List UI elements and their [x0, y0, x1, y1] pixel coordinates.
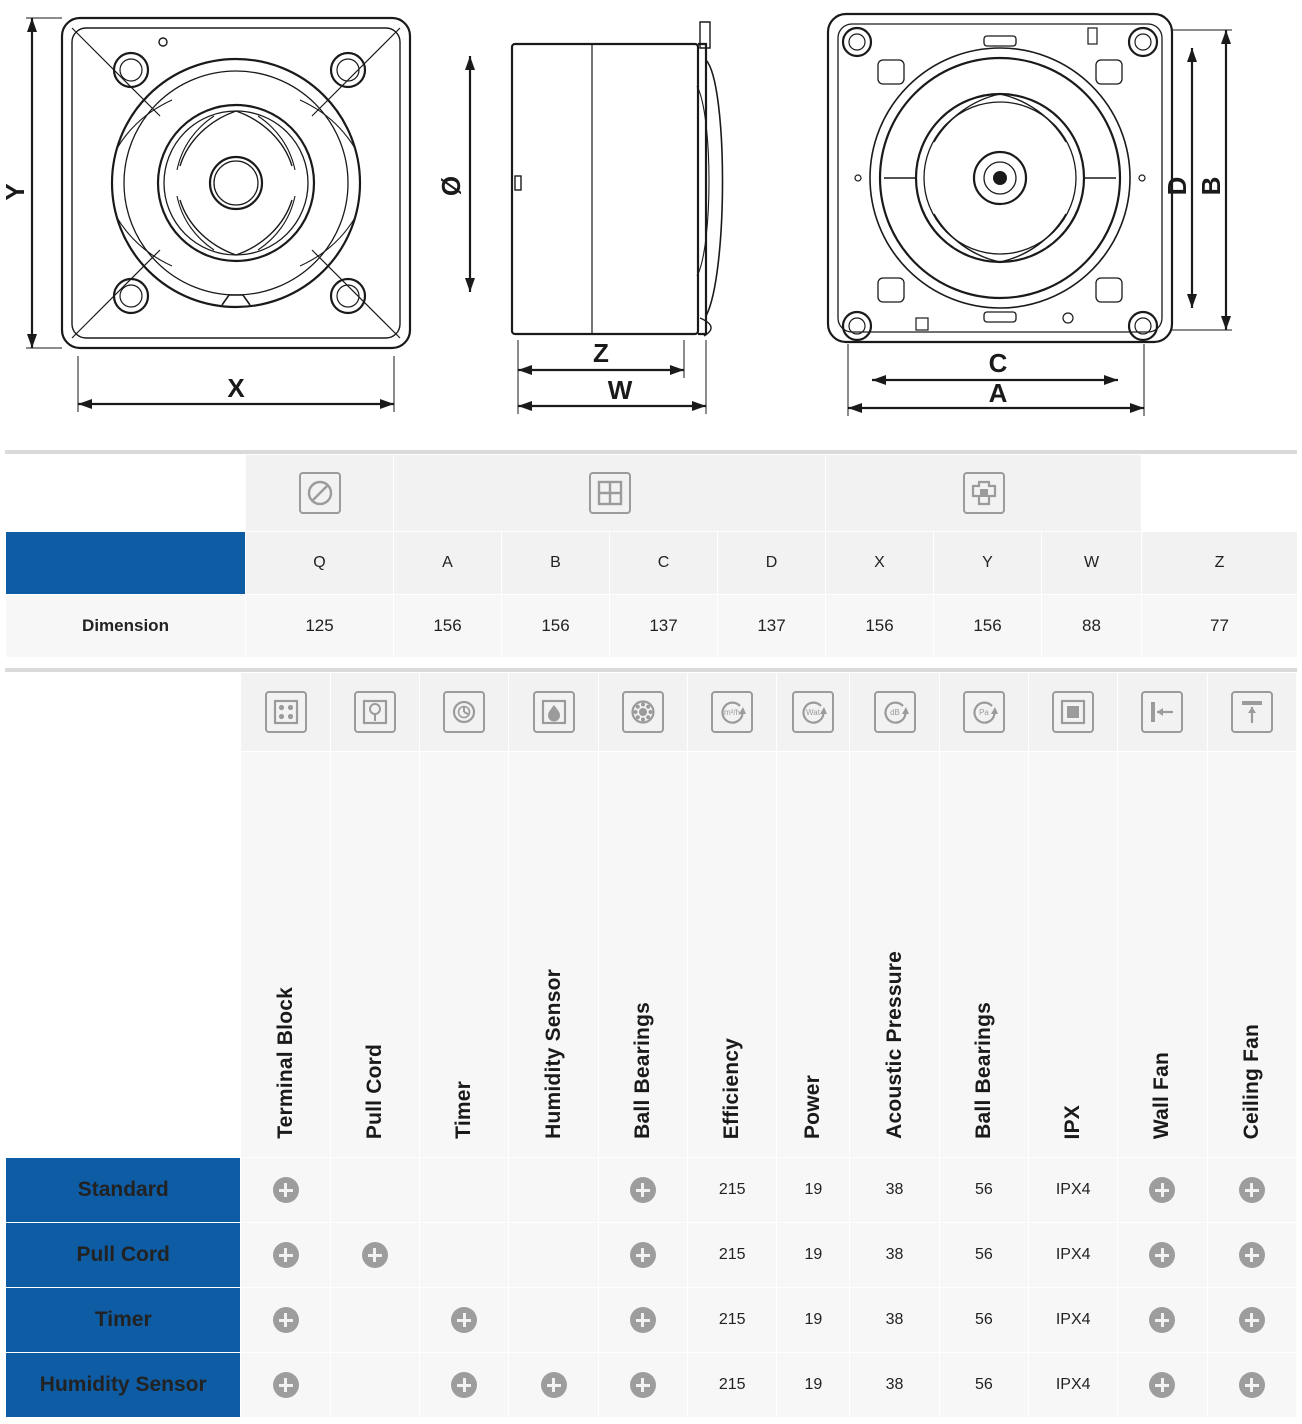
plus-icon [273, 1307, 299, 1333]
terminal-block-icon [265, 691, 307, 733]
plus-icon [630, 1307, 656, 1333]
cell-pullcord-ball-bearings-2: 56 [939, 1223, 1028, 1288]
dim-header-x: X [826, 532, 934, 595]
col-header-ceiling-fan [1207, 752, 1296, 1158]
label-d: D [1162, 176, 1192, 196]
cell-humidity-acoustic-pressure: 38 [850, 1353, 939, 1418]
plus-icon [1149, 1177, 1175, 1203]
plus-icon [630, 1372, 656, 1398]
svg-text:m³/h: m³/h [724, 708, 741, 717]
dim-header-b: B [502, 532, 610, 595]
cell-humidity-ceiling-fan [1207, 1353, 1296, 1418]
plus-icon [1239, 1242, 1265, 1268]
features-empty-corner [6, 673, 241, 752]
dim-header-q: Q [246, 532, 394, 595]
empty-right-cell [1142, 455, 1298, 532]
dim-value-c: 137 [610, 595, 718, 658]
cell-standard-ball-bearings [598, 1158, 687, 1223]
cell-timer-ball-bearings-2: 56 [939, 1288, 1028, 1353]
cell-timer-ipx: IPX4 [1029, 1288, 1118, 1353]
dimension-header-label [6, 532, 246, 595]
mounting-plate-icon-cell [826, 455, 1142, 532]
empty-corner-cell [6, 455, 246, 532]
ipx-icon [1052, 691, 1094, 733]
col-label-power: Power [801, 1074, 825, 1139]
features-header-empty [6, 752, 241, 1158]
cell-timer-ceiling-fan [1207, 1288, 1296, 1353]
cell-standard-terminal-block [241, 1158, 330, 1223]
ceiling-fan-icon [1231, 691, 1273, 733]
cell-pullcord-pull-cord [330, 1223, 419, 1288]
plus-icon [1239, 1177, 1265, 1203]
col-label-wall-fan: Wall Fan [1150, 1051, 1174, 1139]
wall-fan-icon-cell [1118, 673, 1207, 752]
ball-bearings-icon-cell [598, 673, 687, 752]
diameter-icon [299, 472, 341, 514]
col-label-ball-bearings-1: Ball Bearings [630, 1002, 654, 1139]
col-label-ball-bearings-2: Ball Bearings [971, 1002, 995, 1139]
dimension-table [5, 454, 1298, 658]
square-frame-icon-cell [394, 455, 826, 532]
col-header-timer [420, 752, 509, 1158]
cell-standard-ipx: IPX4 [1029, 1158, 1118, 1223]
cell-pullcord-timer [420, 1223, 509, 1288]
pull-cord-icon-cell [330, 673, 419, 752]
svg-text:dB: dB [889, 708, 900, 717]
airflow-icon-cell [688, 673, 777, 752]
col-label-humidity-sensor: Humidity Sensor [541, 969, 565, 1139]
col-header-acoustic-pressure [850, 752, 939, 1158]
cell-standard-ceiling-fan [1207, 1158, 1296, 1223]
plus-icon [273, 1372, 299, 1398]
plus-icon [541, 1372, 567, 1398]
cell-standard-ball-bearings-2: 56 [939, 1158, 1028, 1223]
dimension-drawing-svg [0, 0, 1302, 450]
plus-icon [362, 1242, 388, 1268]
humidity-sensor-icon-cell [509, 673, 598, 752]
col-header-humidity-sensor [509, 752, 598, 1158]
dim-header-c: C [610, 532, 718, 595]
cell-timer-terminal-block [241, 1288, 330, 1353]
label-diameter: Ø [436, 175, 466, 197]
cell-humidity-wall-fan [1118, 1353, 1207, 1418]
ipx-icon-cell [1029, 673, 1118, 752]
cell-humidity-humidity-sensor [509, 1353, 598, 1418]
cell-standard-power: 19 [777, 1158, 850, 1223]
col-label-acoustic-pressure: Acoustic Pressure [882, 951, 906, 1139]
cell-humidity-ipx: IPX4 [1029, 1353, 1118, 1418]
dimension-header-row [6, 532, 1298, 595]
features-column-header-row [6, 752, 1297, 1158]
cell-pullcord-humidity-sensor [509, 1223, 598, 1288]
plus-icon [273, 1242, 299, 1268]
dim-value-b: 156 [502, 595, 610, 658]
mounting-plate-icon [963, 472, 1005, 514]
cell-timer-acoustic-pressure: 38 [850, 1288, 939, 1353]
cell-pullcord-wall-fan [1118, 1223, 1207, 1288]
plus-icon [451, 1307, 477, 1333]
dim-header-y: Y [934, 532, 1042, 595]
label-z: Z [593, 338, 609, 368]
cell-standard-humidity-sensor [509, 1158, 598, 1223]
cell-timer-ball-bearings [598, 1288, 687, 1353]
label-b: B [1196, 176, 1226, 196]
row-label-timer: Timer [6, 1288, 241, 1353]
plus-icon [1149, 1372, 1175, 1398]
row-label-standard: Standard [6, 1158, 241, 1223]
plus-icon [1239, 1372, 1265, 1398]
dim-header-a: A [394, 532, 502, 595]
dimension-row-label: Dimension [6, 595, 246, 658]
acoustic-db-icon [874, 691, 916, 733]
dim-value-w: 88 [1042, 595, 1142, 658]
timer-icon [443, 691, 485, 733]
cell-pullcord-ball-bearings [598, 1223, 687, 1288]
plus-icon [630, 1242, 656, 1268]
label-c: C [988, 348, 1008, 378]
dimension-icon-row [6, 455, 1298, 532]
acoustic-icon-cell [850, 673, 939, 752]
cell-timer-pull-cord [330, 1288, 419, 1353]
dim-value-x: 156 [826, 595, 934, 658]
table-gap [0, 658, 1302, 668]
cell-humidity-efficiency: 215 [688, 1353, 777, 1418]
cell-standard-acoustic-pressure: 38 [850, 1158, 939, 1223]
airflow-m3h-icon [711, 691, 753, 733]
pressure-icon-cell [939, 673, 1028, 752]
features-table [5, 672, 1297, 1418]
svg-text:Pa: Pa [978, 708, 989, 717]
square-frame-icon [589, 472, 631, 514]
wall-fan-icon [1141, 691, 1183, 733]
cell-pullcord-power: 19 [777, 1223, 850, 1288]
humidity-sensor-icon [533, 691, 575, 733]
technical-drawings [0, 0, 1302, 450]
table-row [6, 1353, 1297, 1418]
dim-value-d: 137 [718, 595, 826, 658]
col-header-power [777, 752, 850, 1158]
cell-humidity-ball-bearings [598, 1353, 687, 1418]
plus-icon [273, 1177, 299, 1203]
col-label-ipx: IPX [1061, 1104, 1085, 1139]
cell-pullcord-acoustic-pressure: 38 [850, 1223, 939, 1288]
label-y: Y [0, 183, 30, 201]
pressure-pa-icon [963, 691, 1005, 733]
features-icon-row [6, 673, 1297, 752]
power-icon-cell [777, 673, 850, 752]
cell-timer-efficiency: 215 [688, 1288, 777, 1353]
table-row [6, 1288, 1297, 1353]
cell-humidity-terminal-block [241, 1353, 330, 1418]
dim-value-q: 125 [246, 595, 394, 658]
cell-timer-wall-fan [1118, 1288, 1207, 1353]
col-header-ball-bearings-1 [598, 752, 687, 1158]
cell-timer-timer [420, 1288, 509, 1353]
cell-standard-timer [420, 1158, 509, 1223]
cell-timer-humidity-sensor [509, 1288, 598, 1353]
row-label-humidity-sensor: Humidity Sensor [6, 1353, 241, 1418]
ball-bearings-icon [622, 691, 664, 733]
cell-standard-wall-fan [1118, 1158, 1207, 1223]
dim-value-z: 77 [1142, 595, 1298, 658]
col-header-terminal-block [241, 752, 330, 1158]
terminal-block-icon-cell [241, 673, 330, 752]
col-header-ball-bearings-2 [939, 752, 1028, 1158]
cell-timer-power: 19 [777, 1288, 850, 1353]
col-label-terminal-block: Terminal Block [273, 987, 297, 1139]
col-label-pull-cord: Pull Cord [362, 1043, 386, 1139]
pull-cord-icon [354, 691, 396, 733]
cell-pullcord-ipx: IPX4 [1029, 1223, 1118, 1288]
cell-humidity-ball-bearings-2: 56 [939, 1353, 1028, 1418]
row-label-pull-cord: Pull Cord [6, 1223, 241, 1288]
svg-text:Wat: Wat [806, 708, 821, 717]
dim-header-d: D [718, 532, 826, 595]
dim-value-a: 156 [394, 595, 502, 658]
label-a: A [988, 378, 1008, 408]
cell-standard-efficiency: 215 [688, 1158, 777, 1223]
dimension-values-row [6, 595, 1298, 658]
plus-icon [1149, 1307, 1175, 1333]
timer-icon-cell [420, 673, 509, 752]
col-label-ceiling-fan: Ceiling Fan [1239, 1023, 1263, 1139]
cell-pullcord-ceiling-fan [1207, 1223, 1296, 1288]
cell-standard-pull-cord [330, 1158, 419, 1223]
cell-humidity-power: 19 [777, 1353, 850, 1418]
col-header-ipx [1029, 752, 1118, 1158]
diameter-icon-cell [246, 455, 394, 532]
dim-header-w: W [1042, 532, 1142, 595]
cell-humidity-timer [420, 1353, 509, 1418]
power-watt-icon [792, 691, 834, 733]
col-header-pull-cord [330, 752, 419, 1158]
dim-header-z: Z [1142, 532, 1298, 595]
cell-pullcord-efficiency: 215 [688, 1223, 777, 1288]
col-header-efficiency [688, 752, 777, 1158]
label-x: X [227, 373, 245, 403]
dim-value-y: 156 [934, 595, 1042, 658]
table-row [6, 1223, 1297, 1288]
col-label-efficiency: Efficiency [720, 1037, 744, 1139]
label-w: W [607, 375, 633, 405]
plus-icon [451, 1372, 477, 1398]
cell-pullcord-terminal-block [241, 1223, 330, 1288]
col-header-wall-fan [1118, 752, 1207, 1158]
plus-icon [1149, 1242, 1175, 1268]
ceiling-fan-icon-cell [1207, 673, 1296, 752]
col-label-timer: Timer [452, 1081, 476, 1139]
table-row [6, 1158, 1297, 1223]
cell-humidity-pull-cord [330, 1353, 419, 1418]
plus-icon [1239, 1307, 1265, 1333]
plus-icon [630, 1177, 656, 1203]
